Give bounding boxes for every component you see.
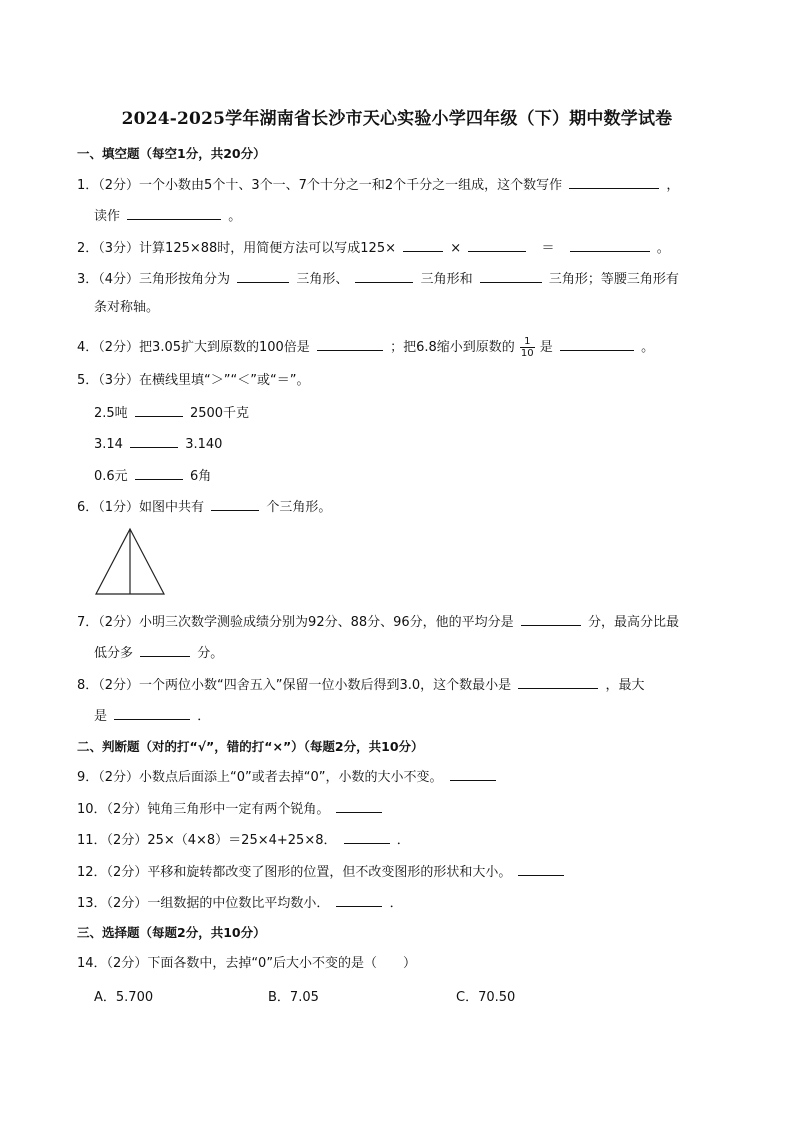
q3-text-c: 三角形和 bbox=[420, 272, 473, 287]
question-8-line-1 bbox=[77, 675, 644, 695]
q1-period: 。 bbox=[228, 209, 242, 224]
q3-blank-3[interactable] bbox=[480, 269, 542, 283]
q9-text: 9．（2分）小数点后面添上“0”或者去掉“0”，小数的大小不变。 bbox=[77, 770, 443, 785]
q2-equals: ＝ bbox=[541, 241, 555, 256]
q14-option-a[interactable]: A．5.700 bbox=[94, 990, 154, 1005]
q5-row-1-left: 2.5吨 bbox=[94, 406, 128, 421]
q7-blank-2[interactable] bbox=[140, 643, 190, 657]
question-11 bbox=[77, 830, 410, 850]
q2-blank-3[interactable] bbox=[570, 238, 650, 252]
q4-text: 4．（2分）把3.05扩大到原数的100倍是 bbox=[77, 340, 310, 355]
q7-text-b: 分，最高分比最 bbox=[587, 615, 679, 630]
question-7-line-2 bbox=[94, 643, 223, 663]
question-3-line-2 bbox=[94, 299, 159, 317]
question-5 bbox=[77, 372, 309, 390]
q5-row-2-left: 3.14 bbox=[94, 437, 123, 452]
section-fill-in: 一、填空题（每空1分，共20分） bbox=[77, 146, 266, 161]
q3-blank-2[interactable] bbox=[355, 269, 413, 283]
q2-blank-2[interactable] bbox=[468, 238, 526, 252]
q4-fraction-denominator: 10 bbox=[520, 348, 534, 359]
q3-text-d: 三角形；等腰三角形有 bbox=[548, 272, 679, 287]
q3-text-b: 三角形、 bbox=[296, 272, 349, 287]
q5-row-1-right: 2500千克 bbox=[189, 406, 250, 421]
q14-option-c[interactable]: C．70.50 bbox=[456, 990, 516, 1005]
q3-text: 3．（4分）三角形按角分为 bbox=[77, 272, 231, 287]
q3-blank-1[interactable] bbox=[237, 269, 289, 283]
q9-blank[interactable] bbox=[450, 767, 496, 781]
q5-row-1 bbox=[94, 403, 249, 423]
question-2 bbox=[77, 238, 670, 258]
q11-period: ． bbox=[396, 833, 410, 848]
q7-text-c: 低分多 bbox=[94, 646, 134, 661]
q4-fraction bbox=[520, 336, 535, 359]
q5-blank-3[interactable] bbox=[135, 466, 183, 480]
q4-fraction-numerator: 1 bbox=[520, 336, 535, 348]
q1-blank-read[interactable] bbox=[127, 206, 221, 220]
q10-text: 10．（2分）钝角三角形中一定有两个锐角。 bbox=[77, 802, 330, 817]
q7-text: 7．（2分）小明三次数学测验成绩分别为92分、88分、96分，他的平均分是 bbox=[77, 615, 514, 630]
q4-text-c: 是 bbox=[539, 340, 553, 355]
q6-blank[interactable] bbox=[211, 497, 259, 511]
question-1-line-1 bbox=[77, 175, 679, 195]
q5-row-2 bbox=[94, 434, 222, 454]
q5-row-3-left: 0.6元 bbox=[94, 469, 128, 484]
question-12 bbox=[77, 862, 567, 882]
exam-title: 2024-2025学年湖南省长沙市天心实验小学四年级（下）期中数学试卷 bbox=[121, 109, 673, 129]
q5-text: 5．（3分）在横线里填“＞”“＜”或“＝”。 bbox=[77, 373, 310, 388]
q5-blank-2[interactable] bbox=[130, 434, 178, 448]
q8-text-c: 是 bbox=[94, 709, 108, 724]
q13-blank[interactable] bbox=[336, 893, 382, 907]
q4-text-b: ；把6.8缩小到原数的 bbox=[390, 340, 515, 355]
question-6 bbox=[77, 497, 331, 517]
q6-text-b: 个三角形。 bbox=[266, 500, 332, 515]
q4-blank-1[interactable] bbox=[317, 337, 383, 351]
q1-read-label: 读作 bbox=[94, 209, 121, 224]
section-true-false: 二、判断题（对的打“√”，错的打“×”）（每题2分，共10分） bbox=[77, 739, 424, 754]
q2-times: × bbox=[450, 241, 462, 256]
q7-blank-1[interactable] bbox=[521, 612, 581, 626]
q11-blank[interactable] bbox=[344, 830, 390, 844]
q2-period: 。 bbox=[656, 241, 670, 256]
q13-period: ． bbox=[389, 896, 403, 911]
q2-blank-1[interactable] bbox=[403, 238, 443, 252]
question-9 bbox=[77, 767, 499, 787]
question-4 bbox=[77, 336, 654, 359]
triangle-figure bbox=[94, 527, 166, 597]
q5-row-3 bbox=[94, 466, 211, 486]
q13-text: 13．（2分）一组数据的中位数比平均数小． bbox=[77, 896, 330, 911]
question-3-line-1 bbox=[77, 269, 679, 289]
question-10 bbox=[77, 799, 385, 819]
q2-text: 2．（3分）计算125×88时，用简便方法可以写成125× bbox=[77, 241, 396, 256]
q5-blank-1[interactable] bbox=[135, 403, 183, 417]
q1-comma: ， bbox=[666, 178, 680, 193]
q8-period: ． bbox=[197, 709, 211, 724]
q1-blank-write[interactable] bbox=[569, 175, 659, 189]
question-8-line-2 bbox=[94, 706, 210, 726]
q4-period: 。 bbox=[641, 340, 655, 355]
q8-blank-2[interactable] bbox=[114, 706, 190, 720]
q8-text: 8．（2分）一个两位小数“四舍五入”保留一位小数后得到3.0，这个数最小是 bbox=[77, 678, 512, 693]
question-13 bbox=[77, 893, 403, 913]
q7-text-d: 分。 bbox=[197, 646, 224, 661]
q10-blank[interactable] bbox=[336, 799, 382, 813]
q12-blank[interactable] bbox=[518, 862, 564, 876]
question-1-line-2 bbox=[94, 206, 241, 226]
q8-blank-1[interactable] bbox=[518, 675, 598, 689]
q11-text: 11．（2分）25×（4×8）＝25×4+25×8． bbox=[77, 833, 337, 848]
q12-text: 12．（2分）平移和旋转都改变了图形的位置，但不改变图形的形状和大小。 bbox=[77, 865, 512, 880]
q14-text: 14．（2分）下面各数中，去掉“0”后大小不变的是（ ） bbox=[77, 956, 417, 971]
question-7-line-1 bbox=[77, 612, 679, 632]
q8-text-b: ，最大 bbox=[605, 678, 645, 693]
q1-text: 1．（2分）一个小数由5个十、3个一、7个十分之一和2个千分之一组成，这个数写作 bbox=[77, 178, 563, 193]
section-multiple-choice: 三、选择题（每题2分，共10分） bbox=[77, 925, 266, 940]
q6-text: 6．（1分）如图中共有 bbox=[77, 500, 205, 515]
q14-option-b[interactable]: B．7.05 bbox=[268, 990, 319, 1005]
q5-row-2-right: 3.140 bbox=[185, 437, 223, 452]
question-14 bbox=[77, 955, 416, 973]
q5-row-3-right: 6角 bbox=[189, 469, 212, 484]
q3-text-e: 条对称轴。 bbox=[94, 300, 160, 315]
q4-blank-2[interactable] bbox=[560, 337, 634, 351]
